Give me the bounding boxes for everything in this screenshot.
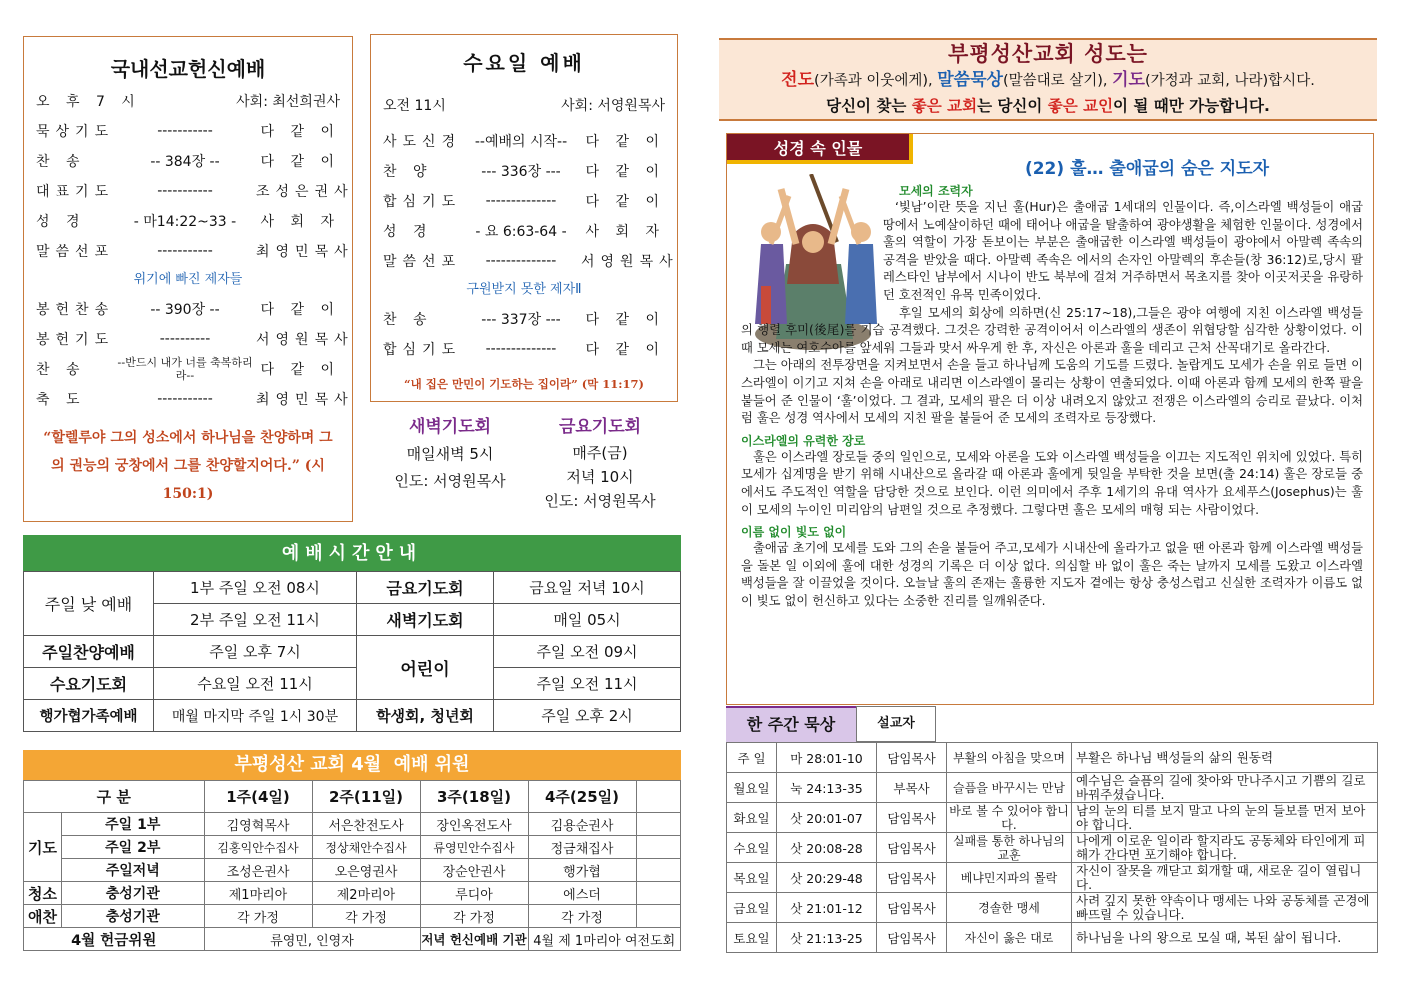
duty-row-label: 주일저녁 xyxy=(62,859,205,882)
meditation-p: 담임목사 xyxy=(877,833,947,863)
meditation-t: 부활의 아침을 맞으며 xyxy=(947,743,1072,773)
evening-label: 저녁 헌신예배 기관 xyxy=(420,928,528,951)
banner-text: (말씀대로 살기), xyxy=(1002,73,1113,89)
meditation-ref: 눅 24:13-35 xyxy=(777,773,877,803)
meditation-t: 자신이 옳은 대로 xyxy=(947,923,1072,953)
heading-elder: 이스라엘의 유력한 장로 xyxy=(741,433,866,448)
meditation-row xyxy=(727,893,1378,923)
order-row xyxy=(24,294,352,324)
order-row xyxy=(371,156,677,186)
meditation-t: 경솔한 맹세 xyxy=(947,893,1072,923)
offering-members: 류영민, 인영자 xyxy=(204,928,420,951)
worship-schedule xyxy=(23,535,681,732)
order-label: 말씀선포 xyxy=(36,244,115,260)
time-praise: 주일 오후 7시 xyxy=(154,636,357,668)
worship-title: 국내선교헌신예배 xyxy=(110,57,266,81)
banner-text: 당신이 찾는 xyxy=(826,97,912,115)
wednesday-worship-box xyxy=(370,34,678,402)
meditation-t: 실패를 통한 하나님의 교훈 xyxy=(947,833,1072,863)
banner-title: 부평성산교회 성도는 xyxy=(948,42,1148,66)
duty-cell: 각 가정 xyxy=(312,905,420,928)
order-person: 사 회 자 xyxy=(260,214,340,230)
order-detail: ----------- xyxy=(157,123,213,139)
banner-text: 는 당신이 xyxy=(977,97,1048,115)
order-row xyxy=(24,146,352,176)
paragraph-4: 훌은 이스라엘 장로들 중의 일인으로, 모세와 아론을 도와 이스라엘 백성들을 이끄는 지도적인 위치에 있었다. 특히 모세가 십계명을 받기 위해 시내산으로 올라갈 때 아론과 훌에게 뒷일을 부탁한 것을 보면(출 24:14) 훌은 장로들 중에서도 주도적인 역할을 담당한 것으로 보인다. 이런 의미에서 주후 1세기의 유대 역사가 요세푸스(Josephus)는 훌이 모세의 누이인 미리암의 남편일 것으로 추정했다. 그렇다면 훌은 모세의 매형 되는 사람이었다. xyxy=(741,449,1363,517)
order-person: 최영민목사 xyxy=(256,392,354,408)
label-kids: 어린이 xyxy=(357,636,494,700)
order-label: 봉헌찬송 xyxy=(36,302,115,318)
order-person: 다 같 이 xyxy=(260,154,340,170)
order-label: 대표기도 xyxy=(36,184,115,200)
order-person: 사 회 자 xyxy=(585,224,665,240)
paragraph-5: 출애굽 초기에 모세를 도와 그의 손을 붙들어 주고,모세가 시내산에 올라가고 없을 땐 아론과 함께 이스라엘 백성들을 돌본 일 이외에 훌에 대한 성경의 기록은 더 이상 없다. 의심할 바 없이 훌은 죽는 날까지 모세를 도왔고 이스라엘 백성들을 잘 이끌었을 것이다. 오늘날 훌의 존재는 훌륭한 지도자 곁에는 항상 충성스럽고 신실한 조력자가 이름도 없이 빛도 없이 헌신하고 있다는 소중한 진리를 일깨워준다. xyxy=(741,541,1363,608)
order-person: 다 같 이 xyxy=(585,194,665,210)
order-label: 묵상기도 xyxy=(36,124,115,140)
friday-day: 매주(금) xyxy=(572,444,628,462)
order-row xyxy=(24,206,352,236)
time-kids-1: 주일 오전 09시 xyxy=(494,636,681,668)
order-detail: ---------- xyxy=(159,331,211,347)
duty-cell: 류영민안수집사 xyxy=(420,836,528,859)
april-duty xyxy=(23,750,681,951)
meditation-d: 월요일 xyxy=(727,773,777,803)
meditation-ref: 마 28:01-10 xyxy=(777,743,877,773)
order-label: 봉헌기도 xyxy=(36,332,115,348)
order-row xyxy=(24,354,352,384)
offering-label: 4월 헌금위원 xyxy=(24,928,205,951)
order-detail: --반드시 내가 너를 축복하리라-- xyxy=(117,356,253,382)
wed-time: 오전 11시 xyxy=(383,98,446,114)
order-row xyxy=(24,324,352,354)
meditation-p: 담임목사 xyxy=(877,863,947,893)
order-detail: - 요 6:63-64 - xyxy=(475,224,567,240)
order-detail: -- 384장 -- xyxy=(150,154,220,170)
meditation-p: 담임목사 xyxy=(877,803,947,833)
church-banner xyxy=(719,38,1377,121)
evening-group: 4월 제 1마리아 여전도회 xyxy=(528,928,681,951)
domestic-mission-worship-box xyxy=(23,36,353,522)
meditation-t: 바로 볼 수 있어야 합니다. xyxy=(947,803,1072,833)
meditation-ref: 삿 20:08-28 xyxy=(777,833,877,863)
time-wed: 수요일 오전 11시 xyxy=(154,668,357,700)
meditation-row xyxy=(727,923,1378,953)
duty-cell: 제2마리아 xyxy=(312,882,420,905)
meditation-m: 나에게 이로운 일이라 할지라도 공동체와 타인에게 피해가 간다면 포기해야 합니다. xyxy=(1072,833,1378,863)
sermon-title: 위기에 빠진 제자들 xyxy=(133,272,243,287)
duty-cell: 각 가정 xyxy=(528,905,636,928)
meditation-row xyxy=(727,803,1378,833)
order-label: 찬 송 xyxy=(36,154,86,170)
order-detail: ----------- xyxy=(157,243,213,259)
duty-cell: 장순안권사 xyxy=(420,859,528,882)
duty-cell: 장인옥전도사 xyxy=(420,813,528,836)
order-label: 합심기도 xyxy=(383,342,462,358)
order-label: 성 경 xyxy=(36,214,86,230)
time-youth: 주일 오후 2시 xyxy=(494,700,681,732)
order-detail: --- 336장 --- xyxy=(481,164,561,180)
wed-quote: “내 집은 만민이 기도하는 집이라” (막 11:17) xyxy=(404,377,644,391)
order-person: 다 같 이 xyxy=(585,134,665,150)
label-sunday: 주일 낮 예배 xyxy=(24,572,154,636)
group-cleaning: 청소 xyxy=(24,882,62,905)
order-detail: -------------- xyxy=(485,193,557,209)
order-row xyxy=(24,384,352,414)
duty-col-week4: 4주(25일) xyxy=(528,781,636,813)
order-detail: - 마14:22~33 - xyxy=(133,214,237,230)
duty-cell: 행가협 xyxy=(528,859,636,882)
meditation-d: 금요일 xyxy=(727,893,777,923)
banner-text: 이 될 때만 가능합니다. xyxy=(1113,97,1270,115)
friday-title: 금요기도회 xyxy=(558,417,642,437)
order-person: 조성은권사 xyxy=(256,184,354,200)
duty-col-week3: 3주(18일) xyxy=(420,781,528,813)
dawn-prayer xyxy=(375,414,525,495)
wed-host: 사회: 서영원목사 xyxy=(561,98,665,114)
meditation-ref: 삿 21:01-12 xyxy=(777,893,877,923)
order-row xyxy=(371,246,677,276)
order-person: 최영민목사 xyxy=(256,244,354,260)
order-person: 다 같 이 xyxy=(260,302,340,318)
order-label: 사도신경 xyxy=(383,134,462,150)
duty-row-label: 충성기관 xyxy=(62,882,205,905)
dawn-leader: 인도: 서영원목사 xyxy=(394,472,506,490)
paragraph-3: 그는 아래의 전투장면을 지켜보면서 손을 들고 하나님께 도움의 기도를 드렸다. 놀랍게도 모세가 손을 위로 들면 이스라엘이 이기고 지쳐 손을 아래로 내리면 이스라엘이 몰리는 상황이 연출되었다. 이때 아론과 함께 모세의 한쪽 팔을 붙들어 준 인물이 ‘훌’이었다. 그 결과, 모세의 팔은 더 이상 내려오지 않았고 전쟁은 이스라엘의 승리로 끝났다. 이처럼 훌은 성경 역사에서 모세의 지친 팔을 붙들어 준 모세의 조력자로 등장했다. xyxy=(741,358,1363,426)
label-friday: 금요기도회 xyxy=(357,572,494,604)
banner-word-prayer: 기도 xyxy=(1112,70,1145,90)
meditation-m: 하나님을 나의 왕으로 모실 때, 복된 삶이 됩니다. xyxy=(1072,923,1378,953)
duty-row-label: 주일 1부 xyxy=(62,813,205,836)
time-family: 매월 마지막 주일 1시 30분 xyxy=(154,700,357,732)
order-detail: ----------- xyxy=(157,391,213,407)
meditation-p: 부목사 xyxy=(877,773,947,803)
preacher-header: 설교자 xyxy=(856,706,936,742)
meditation-row xyxy=(727,863,1378,893)
order-detail: --예배의 시작-- xyxy=(474,134,568,150)
meditation-p: 담임목사 xyxy=(877,923,947,953)
friday-time: 저녁 10시 xyxy=(566,468,634,486)
order-row xyxy=(371,126,677,156)
order-detail: -------------- xyxy=(485,253,557,269)
meditation-m: 자신이 잘못을 깨닫고 회개할 때, 새로운 길이 열립니다. xyxy=(1072,863,1378,893)
banner-text: (가족과 이웃에게), xyxy=(814,73,938,89)
duty-cell: 제1마리아 xyxy=(204,882,312,905)
paragraph-1: ‘빛남’이란 뜻을 지닌 훌(Hur)은 출애굽 1세대의 인물이다. 즉,이스라엘 백성들이 애굽 땅에서 노예살이하던 때에 태어나 애굽을 탈출하여 광야생활을 체험한 인물이다. 성경에서 훌의 역할이 가장 돋보이는 부분은 출애굽한 이스라엘 백성들이 광야에서 아말렉 족속의 공격을 받았을 때다. 아말렉 족속은 에서의 손자인 아말렉의 후손들(창 36:12)로,당시 팔레스타인 남부에서 시나이 반도 북부에 걸쳐 거주하면서 목초지를 찾아 이곳저곳을 유랑하던 호전적인 유목 민족이었다. xyxy=(883,200,1363,302)
duty-cell: 서은찬전도사 xyxy=(312,813,420,836)
meditation-m: 사려 깊지 못한 약속이나 맹세는 나와 공동체를 곤경에 빠뜨릴 수 있습니다. xyxy=(1072,893,1378,923)
duty-row-label: 충성기관 xyxy=(62,905,205,928)
meditation-row xyxy=(727,743,1378,773)
meditation-ref: 삿 20:29-48 xyxy=(777,863,877,893)
order-person: 서영원목사 xyxy=(256,332,354,348)
order-row xyxy=(371,216,677,246)
meditation-m: 남의 눈의 티를 보지 말고 나의 눈의 들보를 먼저 보아야 합니다. xyxy=(1072,803,1378,833)
meditation-ref: 삿 20:01-07 xyxy=(777,803,877,833)
duty-title: 부평성산 교회 4월 예배 위원 xyxy=(23,750,681,780)
time-sunday-2: 2부 주일 오전 11시 xyxy=(154,604,357,636)
order-label: 축 도 xyxy=(36,392,86,408)
heading-helper: 모세의 조력자 xyxy=(899,184,973,198)
duty-row-label: 주일 2부 xyxy=(62,836,205,859)
meditation-row xyxy=(727,773,1378,803)
order-detail: --- 337장 --- xyxy=(481,312,561,328)
banner-red: 좋은 교회 xyxy=(911,97,978,115)
label-wed: 수요기도회 xyxy=(24,668,154,700)
meditation-t: 베냐민지파의 몰락 xyxy=(947,863,1072,893)
order-person: 다 같 이 xyxy=(585,342,665,358)
order-person: 사회: 최선희권사 xyxy=(236,94,340,110)
banner-text: (가정과 교회, 나라)합시다. xyxy=(1144,73,1315,89)
meditation-d: 수요일 xyxy=(727,833,777,863)
order-label: 찬 송 xyxy=(36,362,86,378)
duty-col-week2: 2주(11일) xyxy=(312,781,420,813)
bible-quote: “할렐루야 그의 성소에서 하나님을 찬양하며 그의 권능의 궁창에서 그를 찬양할지어다.” (시 150:1) xyxy=(43,430,333,502)
wed-sermon: 구원받지 못한 제자Ⅱ xyxy=(466,282,582,297)
order-detail: -- 390장 -- xyxy=(150,302,220,318)
dawn-title: 새벽기도회 xyxy=(408,417,492,437)
duty-cell: 김용순권사 xyxy=(528,813,636,836)
banner-line2 xyxy=(719,93,1377,119)
group-prayer: 기도 xyxy=(24,813,62,882)
friday-leader: 인도: 서영원목사 xyxy=(544,492,656,510)
banner-line1 xyxy=(719,68,1377,93)
label-youth: 학생회, 청년회 xyxy=(357,700,494,732)
duty-cell: 김홍익안수집사 xyxy=(204,836,312,859)
duty-cell: 오은영권사 xyxy=(312,859,420,882)
label-praise: 주일찬양예배 xyxy=(24,636,154,668)
meditation-row xyxy=(727,833,1378,863)
schedule-title: 예배시간안내 xyxy=(23,535,681,571)
bible-person-article xyxy=(726,133,1374,705)
duty-col-category: 구 분 xyxy=(24,781,205,813)
order-person: 다 같 이 xyxy=(585,312,665,328)
duty-cell: 김영혁목사 xyxy=(204,813,312,836)
group-meal: 애찬 xyxy=(24,905,62,928)
order-label: 오 후 7 시 xyxy=(36,94,141,110)
paragraph-2: 후일 모세의 회상에 의하면(신 25:17~18),그들은 광야 여행에 지친 이스라엘 백성들의 행렬 후미(後尾)를 기습 공격했다. 그것은 강력한 공격이어서 이스라엘의 생존이 위협당할 심각한 상황이었다. 이때 모세는 여호수아를 앞세워 그들과 맞서 싸우게 한 후, 자신은 아론과 훌을 데리고 근처 산꼭대기로 올라간다. xyxy=(741,305,1363,355)
meditation-d: 토요일 xyxy=(727,923,777,953)
order-row xyxy=(371,334,677,364)
order-label: 말씀선포 xyxy=(383,254,462,270)
order-row xyxy=(371,304,677,334)
time-friday: 금요일 저녁 10시 xyxy=(494,572,681,604)
meditation-ref: 삿 21:13-25 xyxy=(777,923,877,953)
order-person: 다 같 이 xyxy=(585,164,665,180)
order-detail: -------------- xyxy=(485,341,557,357)
order-row xyxy=(24,176,352,206)
order-row xyxy=(24,236,352,266)
order-person: 다 같 이 xyxy=(260,362,340,378)
duty-cell: 정금채집사 xyxy=(528,836,636,859)
friday-prayer xyxy=(525,414,675,513)
duty-cell: 정상채안수집사 xyxy=(312,836,420,859)
heading-unknown: 이름 없이 빛도 없이 xyxy=(741,525,847,540)
order-label: 합심기도 xyxy=(383,194,462,210)
dawn-time: 매일새벽 5시 xyxy=(406,445,494,463)
order-row xyxy=(24,116,352,146)
duty-cell: 각 가정 xyxy=(204,905,312,928)
time-dawn: 매일 05시 xyxy=(494,604,681,636)
meditation-p: 담임목사 xyxy=(877,743,947,773)
time-sunday-1: 1부 주일 오전 08시 xyxy=(154,572,357,604)
meditation-p: 담임목사 xyxy=(877,893,947,923)
order-row xyxy=(24,86,352,116)
meditation-m: 부활은 하나님 백성들의 삶의 원동력 xyxy=(1072,743,1378,773)
article-tab: 성경 속 인물 xyxy=(727,134,913,164)
order-label: 찬 양 xyxy=(383,164,433,180)
order-person: 다 같 이 xyxy=(260,124,340,140)
order-detail: ----------- xyxy=(157,183,213,199)
banner-word-meditation: 말씀묵상 xyxy=(937,70,1003,90)
duty-cell: 루디아 xyxy=(420,882,528,905)
order-row xyxy=(371,186,677,216)
meditation-d: 목요일 xyxy=(727,863,777,893)
banner-word-evangelism: 전도 xyxy=(781,70,815,90)
order-label: 성 경 xyxy=(383,224,433,240)
banner-red: 좋은 교인 xyxy=(1047,97,1114,115)
meditation-d: 화요일 xyxy=(727,803,777,833)
duty-cell: 에스더 xyxy=(528,882,636,905)
article-title: (22) 훌… 출애굽의 숨은 지도자 xyxy=(1024,159,1270,179)
order-label: 찬 송 xyxy=(383,312,433,328)
duty-cell: 조성은권사 xyxy=(204,859,312,882)
label-family: 행가협가족예배 xyxy=(24,700,154,732)
duty-col-week1: 1주(4일) xyxy=(204,781,312,813)
meditation-t: 슬픔을 바꾸시는 만남 xyxy=(947,773,1072,803)
meditation-m: 예수님은 슬픔의 길에 찾아와 만나주시고 기쁨의 길로 바꿔주셨습니다. xyxy=(1072,773,1378,803)
wed-title: 수요일 예배 xyxy=(463,51,585,75)
meditation-title: 한 주간 묵상 xyxy=(726,706,856,742)
label-dawn: 새벽기도회 xyxy=(357,604,494,636)
time-kids-2: 주일 오전 11시 xyxy=(494,668,681,700)
meditation-d: 주 일 xyxy=(727,743,777,773)
order-person: 서영원목사 xyxy=(581,254,679,270)
duty-cell: 각 가정 xyxy=(420,905,528,928)
weekly-meditation xyxy=(726,706,1378,953)
